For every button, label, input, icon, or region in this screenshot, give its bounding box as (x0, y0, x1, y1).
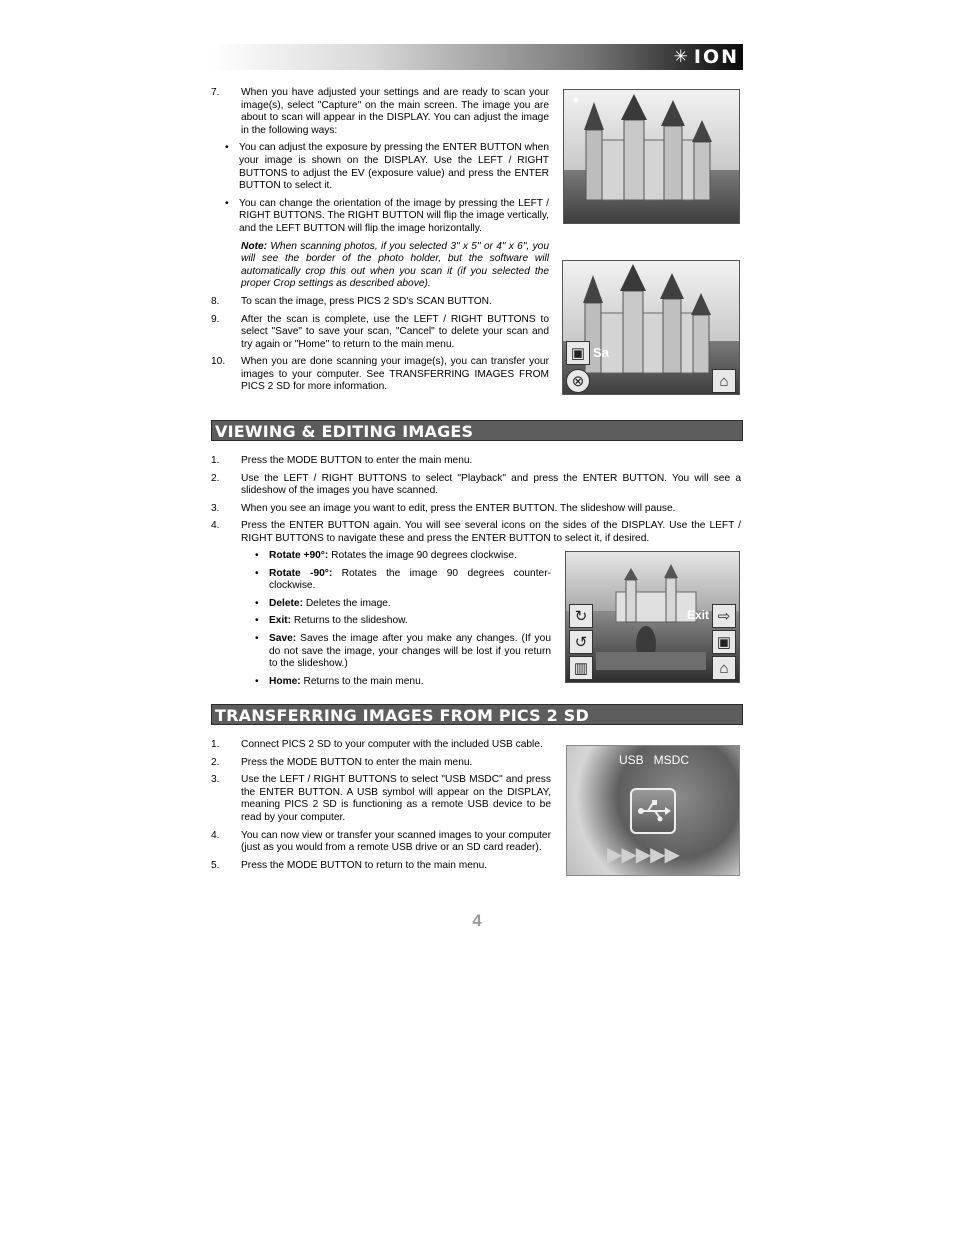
list-item (211, 455, 741, 468)
bullet-label: Save: (269, 632, 297, 644)
home-icon[interactable]: ⌂ (712, 656, 736, 680)
list-item (241, 568, 551, 593)
bullet-label: Rotate +90°: (269, 550, 329, 561)
list-item (241, 598, 551, 611)
list-item (211, 503, 741, 516)
list-item (211, 757, 551, 770)
usb-mode-label: USB MSDC (619, 753, 690, 767)
section-heading-transfer (211, 704, 743, 725)
step-number: 9. (211, 313, 220, 325)
scan-instructions (211, 87, 549, 399)
list-item (211, 314, 549, 352)
step-text: Connect PICS 2 SD to your computer with the included USB cable. (241, 739, 543, 750)
ion-star-icon: ✳ (673, 47, 690, 67)
bullet-text: You can change the orientation of the image by pressing the LEFT / RIGHT BUTTONS. The RIGHT BUTTON will flip the image vertically, and the LEFT BUTTON will flip the image horizontally. (239, 197, 549, 234)
save-label: Sa (593, 345, 609, 360)
scan-note (211, 241, 549, 291)
bullet-text: Rotates the image 90 degrees clockwise. (328, 550, 517, 561)
bullet-text: You can adjust the exposure by pressing the ENTER BUTTON when your image is shown on the DISPLAY. Use the LEFT / RIGHT BUTTONS to adjust the EV (exposure value) and press the ENTER BUTTON to select it. (239, 142, 549, 192)
step-text: Press the MODE BUTTON to return to the main menu. (241, 859, 488, 871)
list-item (211, 87, 549, 137)
step-number: 3. (211, 774, 220, 786)
save-icon[interactable]: ▣ (712, 630, 736, 654)
list-item (211, 473, 741, 498)
arrow-indicators: ▶▶▶▶▶ (607, 844, 679, 866)
bullet-icon: • (255, 550, 259, 561)
list-item (211, 739, 551, 752)
cancel-icon[interactable]: ⊗ (566, 369, 590, 393)
list-item (211, 142, 549, 192)
bullet-label: Home: (269, 675, 301, 687)
castle-save-screen (562, 260, 740, 395)
list-item (241, 615, 551, 628)
step-text: When you see an image you want to edit, press the ENTER BUTTON. The slideshow will pause. (241, 502, 676, 514)
bullet-text: Returns to the slideshow. (291, 615, 408, 627)
step-number: 10. (211, 356, 226, 368)
delete-icon[interactable]: ▥ (569, 656, 593, 680)
bullet-text: Returns to the main menu. (300, 675, 424, 687)
brand-name: ION (693, 46, 739, 68)
page-number: 4 (472, 911, 482, 930)
list-item (211, 830, 551, 855)
step-text: To scan the image, press PICS 2 SD's SCAN BUTTON. (241, 295, 492, 307)
step-number: 8. (211, 295, 220, 307)
castle-photo (563, 89, 740, 224)
section-title: TRANSFERRING IMAGES FROM PICS 2 SD (215, 706, 589, 725)
exit-label: Exit (686, 608, 709, 622)
step-text: When you have adjusted your settings and are ready to scan your image(s), select "Capture" on the main screen. The image you are about to scan will appear in the DISPLAY. You can adjust the image in the following ways: (241, 87, 549, 136)
viewing-instructions (211, 455, 741, 551)
step-number: 5. (211, 859, 220, 871)
note-text: When scanning photos, if you selected 3" x 5" or 4" x 6", you will see the border of the photo holder, but the software will automatically crop this out when you scan it (if you selected the proper Crop settings as described above). (241, 240, 549, 290)
list-item (211, 860, 551, 873)
step-text: Press the ENTER BUTTON again. You will see several icons on the sides of the DISPLAY. Use the LEFT / RIGHT BUTTONS to navigate these and press the ENTER BUTTON to select it, if desired. (241, 520, 741, 544)
step-number: 4. (211, 829, 220, 841)
usb-icon (630, 788, 676, 834)
castle-illustration (564, 90, 740, 224)
usb-msdc-screen (566, 745, 740, 876)
exit-icon[interactable]: ⇨ (712, 604, 736, 628)
bullet-icon: • (255, 675, 259, 687)
home-icon[interactable]: ⌂ (712, 369, 736, 393)
list-item (211, 520, 741, 545)
section-title: VIEWING & EDITING IMAGES (215, 422, 474, 441)
bullet-icon: • (255, 632, 259, 644)
list-item (211, 356, 549, 394)
bullet-icon: • (225, 142, 229, 154)
step-text: When you are done scanning your image(s), you can transfer your images to your computer. See TRANSFERRING IMAGES FROM PICS 2 SD for more information. (241, 356, 549, 393)
list-item (211, 296, 549, 309)
list-item (241, 633, 551, 671)
bullet-icon: • (255, 615, 259, 627)
bullet-text: Rotates the image 90 degrees counter-clockwise. (269, 567, 551, 592)
section-heading-viewing (211, 420, 743, 441)
bullet-label: Delete: (269, 597, 303, 609)
step-text: After the scan is complete, use the LEFT / RIGHT BUTTONS to select "Save" to save your scan, "Cancel" to delete your scan and try again or "Home" to return to the main menu. (241, 313, 549, 350)
step-number: 2. (211, 756, 220, 768)
step-number: 3. (211, 502, 220, 514)
step-text: You can now view or transfer your scanned images to your computer (just as you would from a remote USB drive or an SD card reader). (241, 829, 551, 854)
ion-logo (674, 45, 739, 69)
step-text: Use the LEFT / RIGHT BUTTONS to select "Playback" and press the ENTER BUTTON. You will see a slideshow of the images you have scanned. (241, 472, 741, 497)
bullet-label: Exit: (269, 615, 292, 627)
edit-icon-descriptions (241, 550, 551, 693)
list-item (211, 198, 549, 236)
list-item (241, 676, 551, 689)
step-number: 7. (211, 87, 220, 98)
save-icon[interactable]: ▣ (566, 341, 590, 365)
bullet-text: Saves the image after you make any changes. (If you do not save the image, your changes will be lost if you return to the slideshow.) (269, 632, 551, 670)
header-bar (211, 44, 743, 70)
bullet-icon: • (255, 567, 259, 579)
rotate-plus-90-icon[interactable]: ↻ (569, 604, 593, 628)
step-number: 1. (211, 739, 220, 750)
bullet-icon: • (255, 597, 259, 609)
list-item (241, 550, 551, 563)
step-text: Press the MODE BUTTON to enter the main menu. (241, 756, 473, 768)
step-text: Use the LEFT / RIGHT BUTTONS to select "USB MSDC" and press the ENTER BUTTON. A USB symbol will appear on the DISPLAY, meaning PICS 2 SD is functioning as a remote USB device to be read by your computer. (241, 774, 551, 823)
note-label: Note: (241, 240, 268, 252)
bullet-label: Rotate -90°: (269, 567, 333, 579)
step-number: 2. (211, 472, 220, 484)
bullet-icon: • (225, 197, 229, 209)
transfer-instructions (211, 739, 551, 877)
edit-screen (565, 551, 740, 683)
rotate-minus-90-icon[interactable]: ↺ (569, 630, 593, 654)
list-item (211, 774, 551, 824)
step-text: Press the MODE BUTTON to enter the main menu. (241, 455, 473, 466)
step-number: 1. (211, 455, 220, 466)
step-number: 4. (211, 520, 220, 532)
bullet-text: Deletes the image. (302, 597, 391, 609)
